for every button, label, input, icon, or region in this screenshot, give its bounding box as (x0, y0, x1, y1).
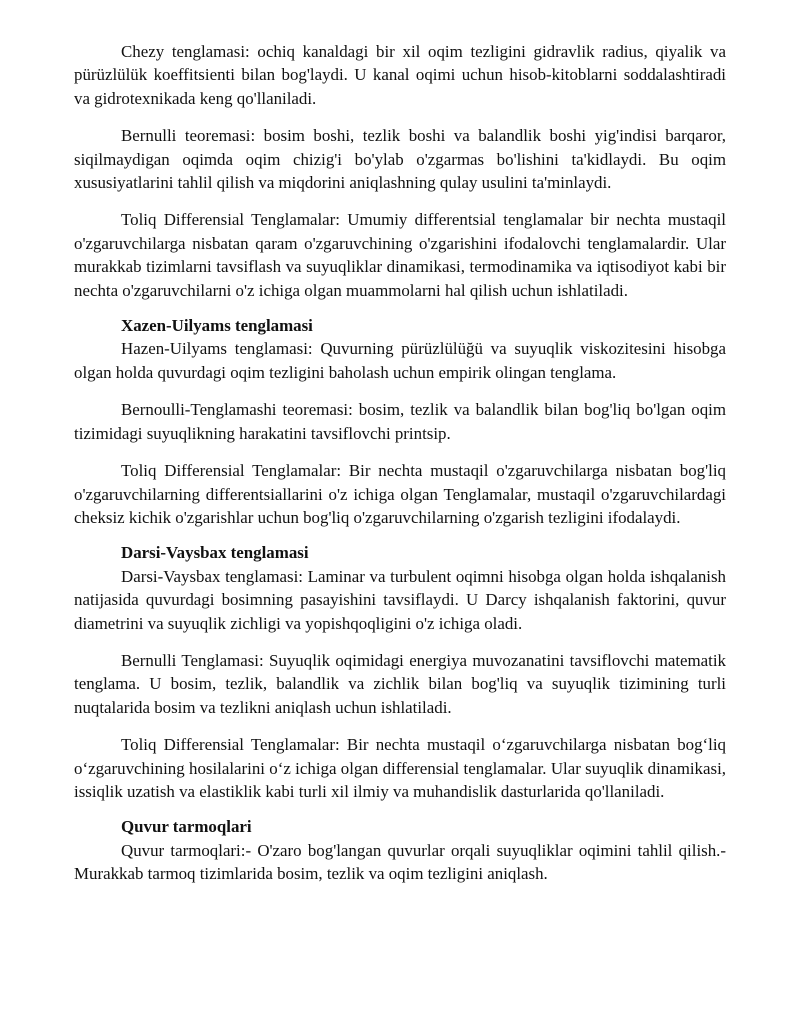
section-darcy-weisbach (74, 541, 726, 803)
section-heading: Xazen-Uilyams tenglamasi (121, 316, 313, 336)
paragraph-differential-equations-2: Toliq Differensial Tenglamalar: Bir nechta mustaqil o'zgaruvchilarga nisbatan bog'liq o'zgaruvchilarning differentsiallarini o'z ichiga olgan Tenglamalar, mustaqil o'zgaruvchilardagi cheksiz kichik o'zgarishlar uchun bog'liq o'zgaruvchilarning o'zgarish tezligini ifodalaydi. (74, 461, 726, 527)
paragraph-bernoulli-principle: Bernoulli-Tenglamashi teoremasi: bosim, tezlik va balandlik bilan bog'liq bo'lgan oqim tizimidagi suyuqlikning harakatini tavsiflovchi printsip. (74, 400, 726, 443)
section-heading: Quvur tarmoqlari (121, 817, 252, 837)
paragraph-differential-equations-3: Toliq Differensial Tenglamalar: Bir nechta mustaqil o‘zgaruvchilarga nisbatan bog‘liq o‘zgaruvchining hosilalarini o‘z ichiga olgan differensial tenglamalar. Ular suyuqlik dinamikasi, issiqlik uzatish va elastiklik kabi turli xil ilmiy va muhandislik dasturlarida qo'llaniladi. (74, 735, 726, 801)
paragraph-bernulli-theorem: Bernulli teoremasi: bosim boshi, tezlik boshi va balandlik boshi yig'indisi barqaror, siqilmaydigan oqimda oqim chizig'i bo'ylab o'zgarmas bo'lishini ta'kidlaydi. Bu oqim xususiyatlarini tahlil qilish va miqdorini aniqlashning qulay usulini ta'minlaydi. (74, 126, 726, 193)
paragraph-darcy-weisbach: Darsi-Vaysbax tenglamasi: Laminar va turbulent oqimni hisobga olgan holda ishqalanish natijasida quvurdagi bosimning pasayishini tavsiflaydi. U Darcy ishqalanish faktorini, quvur diametrini va suyuqlik zichligi va yopishqoqligini o'z ichiga oladi. (74, 566, 726, 633)
paragraph-hazen-williams: Hazen-Uilyams tenglamasi: Quvurning pürüzlülüğü va suyuqlik viskozitesini hisobga olgan holda quvurdagi oqim tezligini baholash uchun empirik olingan tenglama. (74, 339, 726, 382)
section-hazen-williams (74, 314, 726, 529)
paragraph-pipe-networks: Quvur tarmoqlari:- O'zaro bog'langan quvurlar orqali suyuqliklar oqimini tahlil qilish.- Murakkab tarmoq tizimlarida bosim, tezlik va oqim tezligini aniqlash. (74, 840, 726, 884)
paragraph-differential-equations: Toliq Differensial Tenglamalar: Umumiy differentsial tenglamalar bir nechta mustaqil o'zgaruvchilarga nisbatan qaram o'zgaruvchining o'zgarishini ifodalovchi tenglamalardir. Ular murakkab tizimlarni tavsiflash va suyuqliklar dinamikasi, termodinamika va iqtisodiyot kabi bir nechta o'zgaruvchilarni o'z ichiga olgan muammolarni hal qilish uchun ishlatiladi. (74, 210, 726, 300)
section-pipe-networks (74, 815, 726, 885)
paragraph-chezy: Chezy tenglamasi: ochiq kanaldagi bir xil oqim tezligini gidravlik radius, qiyalik va pürüzlülük koeffitsienti bilan bog'laydi. U kanal oqimi uchun hisob-kitoblarni soddalashtiradi va gidrotexnikada keng qo'llaniladi. (74, 42, 726, 108)
section-heading: Darsi-Vaysbax tenglamasi (121, 543, 309, 563)
paragraph-bernulli-equation: Bernulli Tenglamasi: Suyuqlik oqimidagi energiya muvozanatini tavsiflovchi matematik tenglama. U bosim, tezlik, balandlik va zichlik bilan bog'liq va suyuqlik tizimining turli nuqtalarida bosim va tezlikni aniqlash uchun ishlatiladi. (74, 650, 726, 717)
